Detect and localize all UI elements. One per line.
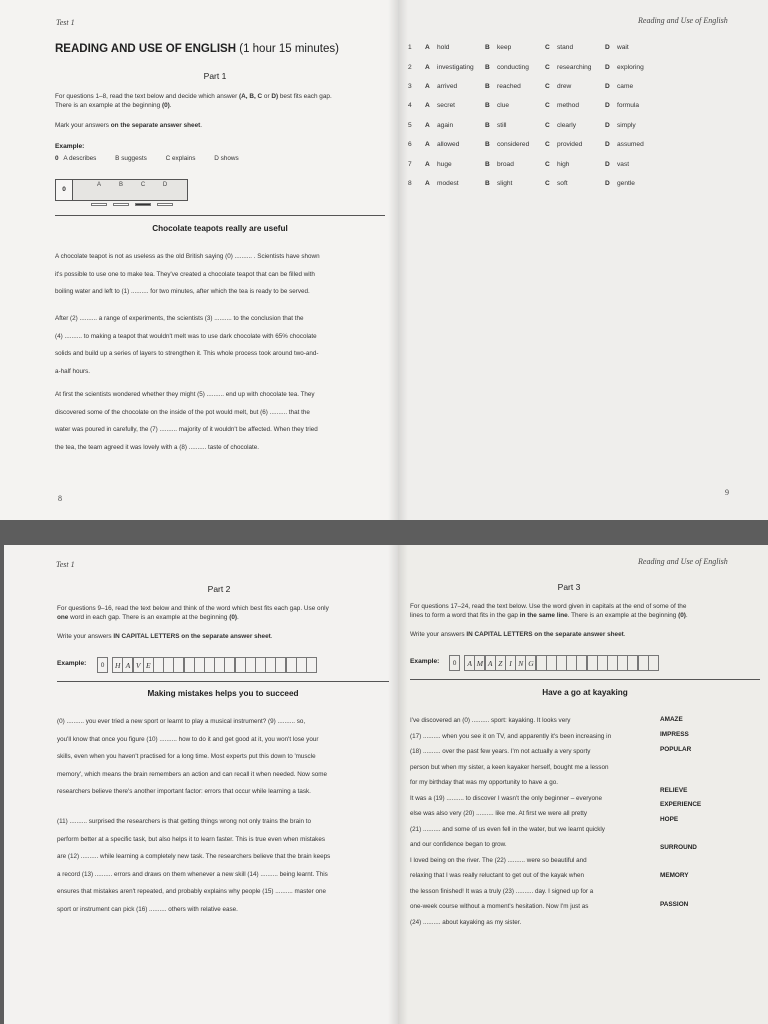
- instr-text: .: [270, 633, 273, 640]
- option-word: modest: [437, 179, 459, 187]
- option-row: [408, 135, 665, 154]
- answer-letter: C: [140, 182, 146, 188]
- text-line: and our confidence began to grow.: [410, 841, 507, 848]
- option-letter: A: [425, 82, 430, 90]
- option-letter: C: [545, 44, 550, 52]
- page-11: [398, 545, 768, 1024]
- instruction-line-3: [57, 632, 273, 641]
- section-duration: (1 hour 15 minutes): [239, 43, 339, 55]
- paragraph-1: [55, 248, 390, 301]
- instruction-line-2: [55, 101, 385, 110]
- text-line: you'll know that once you figure (10) .......... how to do it and get good at it, you won't lose your: [57, 735, 319, 743]
- section-title-text: READING AND USE OF ENGLISH: [55, 43, 237, 55]
- option-letter: A: [425, 44, 430, 52]
- example-option: C explains: [165, 155, 196, 162]
- instr-text: .: [685, 612, 688, 619]
- question-number: 2: [408, 63, 412, 71]
- option-word: assumed: [617, 141, 644, 149]
- option-letter: C: [545, 179, 550, 187]
- option-letter: A: [425, 141, 430, 149]
- answer-letter: B: [118, 182, 123, 188]
- instr-bold: D): [271, 93, 279, 100]
- text-line: for my birthday that was my opportunity to have a go.: [410, 779, 559, 786]
- gutter-shadow: [398, 0, 408, 520]
- option-word: slight: [497, 179, 513, 187]
- option-row: [408, 154, 665, 173]
- divider: [57, 681, 389, 682]
- paragraph-3: [55, 386, 390, 456]
- instr-bold: on the separate answer sheet: [110, 122, 201, 129]
- text-line: it's possible to use one to make tea. They've created a chocolate teapot that can be filled with: [55, 270, 315, 278]
- option-row: [408, 96, 665, 115]
- option-word: provided: [557, 141, 583, 149]
- text-title: Chocolate teapots really are useful: [152, 224, 288, 233]
- example-label: Example:: [410, 658, 440, 665]
- example-answer-box: [55, 179, 188, 201]
- option-word: formula: [617, 102, 639, 110]
- example-option: B suggests: [115, 155, 147, 162]
- text-title: Have a go at kayaking: [542, 688, 628, 697]
- instr-bold: IN CAPITAL LETTERS on the separate answer sheet: [113, 633, 271, 640]
- running-head: Test 1: [56, 18, 75, 27]
- option-row: [408, 57, 665, 76]
- text-line: ensures that mistakes aren't repeated, and probably explains why people (15) .......... master one: [57, 888, 326, 895]
- option-row: [408, 77, 665, 96]
- part-title: Part 3: [557, 582, 581, 592]
- option-letter: B: [485, 121, 490, 129]
- option-word: keep: [497, 44, 512, 52]
- option-letter: B: [485, 63, 490, 71]
- option-word: huge: [437, 160, 452, 168]
- instruction-line-1: For questions 9–16, read the text below and think of the word which best fits each gap. Use only: [57, 605, 329, 612]
- option-word: wait: [617, 44, 629, 52]
- option-word: reached: [497, 82, 521, 90]
- option-letter: C: [545, 63, 550, 71]
- running-head: Test 1: [56, 560, 75, 569]
- text-line: boiling water and left to (1) .......... for two minutes, after which the tea is ready to be served.: [55, 288, 310, 295]
- question-number: 8: [408, 179, 412, 187]
- instruction-line-2: [57, 613, 392, 622]
- instructions: [55, 92, 385, 110]
- example-label: Example:: [55, 143, 85, 150]
- option-word: drew: [557, 82, 572, 90]
- example-option: D shows: [214, 155, 239, 162]
- instr-bold: (A, B, C: [239, 93, 263, 100]
- instruction-line-3: [55, 121, 202, 130]
- text-line: (21) .......... and some of us even fell in the water, but we learnt quickly: [410, 825, 605, 833]
- option-word: method: [557, 102, 579, 110]
- text-line: perform better at a specific task, but also helps it to learn faster. This is true even when mistakes: [57, 835, 325, 843]
- text-line: researchers believe there's another important factor: errors that occur while learning a task.: [57, 788, 311, 795]
- option-word: clearly: [557, 121, 577, 129]
- grid-letter: A: [122, 657, 133, 673]
- option-letter: A: [425, 63, 430, 71]
- option-letter: A: [425, 121, 430, 129]
- grid-letter: E: [143, 657, 154, 673]
- keyword: POPULAR: [660, 746, 692, 753]
- instr-text: Write your answers: [410, 631, 467, 638]
- text-line: a record (13) .......... errors and draws on them whenever a new skill (14) .......... being learnt. This: [57, 870, 328, 878]
- option-word: exploring: [617, 63, 644, 71]
- example-answer-grid: [97, 657, 316, 673]
- instructions: [410, 602, 760, 620]
- keyword: PASSION: [660, 901, 689, 908]
- paragraph-1: [57, 713, 397, 801]
- running-head: Reading and Use of English: [638, 16, 728, 25]
- instr-text: For questions 1–8, read the text below and decide which answer: [55, 93, 240, 100]
- instruction-line-3: [410, 630, 626, 639]
- instr-text: or: [262, 93, 272, 100]
- paragraph-2: [55, 310, 390, 380]
- paragraph-2: [57, 813, 397, 918]
- answer-box-num: 0: [56, 180, 73, 200]
- instr-text: There is an example at the beginning: [55, 102, 162, 109]
- text-line: are (12) .......... while learning a completely new task. The researchers believe that the brain keeps: [57, 853, 331, 860]
- answer-mark: [91, 203, 107, 206]
- option-word: allowed: [437, 141, 460, 149]
- grid-cell: [306, 657, 317, 673]
- option-letter: D: [605, 121, 610, 129]
- grid-letter: I: [505, 655, 516, 671]
- text-line: the tea, the team agreed it was lovely with a (8) .......... taste of chocolate.: [55, 443, 260, 451]
- instr-bold: (0): [161, 102, 170, 109]
- option-row: [408, 38, 665, 57]
- page-8: [0, 0, 398, 520]
- answer-letter: A: [96, 182, 101, 188]
- running-head: Reading and Use of English: [638, 557, 728, 566]
- option-letter: D: [605, 141, 610, 149]
- example-option: A describes: [63, 155, 97, 162]
- grid-letter: Z: [495, 655, 506, 671]
- instr-text: lines to form a word that fits in the gap: [410, 612, 520, 619]
- option-word: gentle: [617, 179, 635, 187]
- page-number: 8: [58, 494, 62, 503]
- grid-letter: M: [474, 655, 485, 671]
- question-number: 6: [408, 141, 412, 149]
- instr-text: Mark your answers: [55, 122, 111, 129]
- text-line: It was a (19) .......... to discover I wasn't the only beginner – everyone: [410, 794, 602, 802]
- option-word: arrived: [437, 82, 458, 90]
- question-number: 4: [408, 102, 412, 110]
- option-letter: C: [545, 102, 550, 110]
- text-line: relaxing that I was really reluctant to get out of the kayak when: [410, 872, 584, 879]
- instr-text: .: [200, 122, 203, 129]
- option-word: came: [617, 82, 634, 90]
- gutter-shadow: [398, 545, 408, 1024]
- option-letter: B: [485, 44, 490, 52]
- keyword: SURROUND: [660, 844, 697, 851]
- grid-letter: A: [485, 655, 496, 671]
- option-word: conducting: [497, 63, 529, 71]
- text-line: I've discovered an (0) .......... sport: kayaking. It looks very: [410, 717, 571, 724]
- text-line: (24) .......... about kayaking as my sister.: [410, 918, 522, 926]
- answer-box-marks: [91, 193, 179, 211]
- text-line: a-half hours.: [55, 367, 91, 375]
- example-label: Example:: [57, 660, 87, 667]
- question-number: 1: [408, 44, 412, 52]
- text-line: After (2) .......... a range of experiments, the scientists (3) .......... to the conclusion that the: [55, 315, 304, 322]
- text-line: water was poured in carefully, the (7) .......... majority of it wouldn't be affected. When they tried: [55, 426, 318, 433]
- question-number: 5: [408, 121, 412, 129]
- option-word: hold: [437, 44, 450, 52]
- text-body: [410, 713, 650, 930]
- option-word: investigating: [437, 63, 474, 71]
- instr-text: Write your answers: [57, 633, 114, 640]
- answer-mark: [157, 203, 173, 206]
- option-word: still: [497, 121, 507, 129]
- text-title: Making mistakes helps you to succeed: [147, 689, 299, 698]
- text-line: I loved being on the river. The (22) .......... were so beautiful and: [410, 856, 587, 864]
- option-word: broad: [497, 160, 514, 168]
- text-line: (17) .......... when you see it on TV, and apparently it's been increasing in: [410, 732, 612, 740]
- example-options: [55, 155, 239, 162]
- option-row: [408, 174, 665, 193]
- instr-bold: one: [57, 614, 69, 621]
- keyword: EXPERIENCE: [660, 801, 702, 808]
- option-letter: A: [425, 179, 430, 187]
- option-word: considered: [497, 141, 530, 149]
- instr-bold: (0): [678, 612, 686, 619]
- text-line: else was also very (20) .......... like me. At first we were all pretty: [410, 810, 588, 817]
- text-line: skills, even when you haven't practised for a long time. Most experts put this down to 'muscle: [57, 753, 316, 760]
- instr-bold: (0): [229, 614, 238, 621]
- instruction-line-1: For questions 17–24, read the text below. Use the word given in capitals at the end of some of the: [410, 603, 687, 610]
- answer-mark: [113, 203, 129, 206]
- keyword: RELIEVE: [660, 787, 688, 794]
- text-line: person but when my sister, a keen kayaker herself, bought me a lesson: [410, 763, 609, 771]
- text-line: (4) .......... to making a teapot that wouldn't melt was to use dark chocolate with 65% chocolate: [55, 332, 317, 340]
- page-10: [4, 545, 398, 1024]
- text-line: (18) .......... over the past few years. I'm not actually a very sporty: [410, 748, 591, 755]
- option-letter: B: [485, 82, 490, 90]
- instr-text: word in each gap. There is an example at the beginning: [68, 614, 230, 621]
- part-title: Part 2: [207, 584, 231, 594]
- instr-bold: in the same line: [519, 612, 568, 619]
- keyword: HOPE: [660, 816, 679, 823]
- text-line: memory', which means the brain remembers an action and can recall it when needed. Now some: [57, 770, 328, 778]
- keyword: AMAZE: [660, 716, 683, 723]
- instructions: [57, 604, 392, 622]
- divider: [410, 679, 760, 680]
- instr-text: . There is an example at the beginning: [567, 612, 679, 619]
- option-letter: C: [545, 82, 550, 90]
- option-letter: A: [425, 102, 430, 110]
- section-title: [55, 43, 339, 55]
- grid-letter: G: [525, 655, 536, 671]
- option-row: [408, 116, 665, 135]
- grid-letter: H: [112, 657, 123, 673]
- text-line: discovered some of the chocolate on the inside of the pot would melt, but (6) .......... that the: [55, 408, 310, 416]
- option-word: soft: [557, 179, 568, 187]
- options-table-body: [408, 38, 665, 193]
- instr-bold: IN CAPITAL LETTERS on the separate answer sheet: [466, 631, 624, 638]
- text-line: (0) .......... you ever tried a new sport or learnt to play a musical instrument? (9) .......... so,: [57, 718, 306, 725]
- grid-letter: V: [133, 657, 144, 673]
- option-letter: B: [485, 179, 490, 187]
- example-num: 0: [55, 155, 59, 162]
- option-word: simply: [617, 121, 636, 129]
- options-table: [408, 38, 665, 193]
- example-answer-grid: [449, 655, 658, 671]
- option-word: high: [557, 160, 570, 168]
- text-line: At first the scientists wondered whether they might (5) .......... end up with chocolate tea. They: [55, 391, 315, 398]
- grid-num: 0: [449, 655, 460, 671]
- text-line: A chocolate teapot is not as useless as the old British saying (0) .......... . Scientists have shown: [55, 253, 320, 260]
- part-title: Part 1: [203, 71, 227, 81]
- option-letter: D: [605, 160, 610, 168]
- text-line: sport or instrument can pick (16) .......... others with relative ease.: [57, 905, 238, 913]
- answer-mark-filled: [135, 203, 151, 206]
- option-word: stand: [557, 44, 574, 52]
- answer-letter: D: [162, 182, 168, 188]
- option-letter: D: [605, 82, 610, 90]
- option-letter: D: [605, 102, 610, 110]
- option-letter: D: [605, 179, 610, 187]
- instr-text: .: [237, 614, 239, 621]
- instr-text: .: [623, 631, 626, 638]
- keyword: MEMORY: [660, 872, 689, 879]
- option-word: clue: [497, 102, 510, 110]
- keyword: IMPRESS: [660, 731, 689, 738]
- text-line: one-week course without a moment's hesitation. Now I'm just as: [410, 903, 589, 910]
- option-letter: C: [545, 160, 550, 168]
- text-line: the lesson finished! It was a truly (23) .......... day. I signed up for a: [410, 887, 594, 895]
- instr-text: best fits each gap.: [278, 93, 332, 100]
- option-word: secret: [437, 102, 455, 110]
- option-letter: C: [545, 121, 550, 129]
- answer-box-letters: [88, 182, 176, 188]
- option-word: vast: [617, 160, 630, 168]
- grid-cell: [648, 655, 659, 671]
- option-letter: B: [485, 141, 490, 149]
- option-letter: B: [485, 102, 490, 110]
- instruction-line-1: [55, 92, 385, 101]
- grid-letter: N: [515, 655, 526, 671]
- option-letter: D: [605, 63, 610, 71]
- text-line: (11) .......... surprised the researchers is that getting things wrong not only trains the brain to: [57, 818, 311, 825]
- question-number: 7: [408, 160, 412, 168]
- option-letter: D: [605, 44, 610, 52]
- option-word: researching: [557, 63, 592, 71]
- question-number: 3: [408, 82, 412, 90]
- divider: [55, 215, 385, 216]
- option-letter: C: [545, 141, 550, 149]
- text-line: solids and build up a series of layers to strengthen it. This whole process took around two-and-: [55, 350, 319, 357]
- option-letter: A: [425, 160, 430, 168]
- instruction-line-2: [410, 611, 760, 620]
- instr-text: .: [169, 102, 172, 109]
- grid-letter: A: [464, 655, 475, 671]
- grid-num: 0: [97, 657, 108, 673]
- option-letter: B: [485, 160, 490, 168]
- page-number: 9: [725, 488, 729, 497]
- option-word: again: [437, 121, 454, 129]
- page-9: [398, 0, 768, 520]
